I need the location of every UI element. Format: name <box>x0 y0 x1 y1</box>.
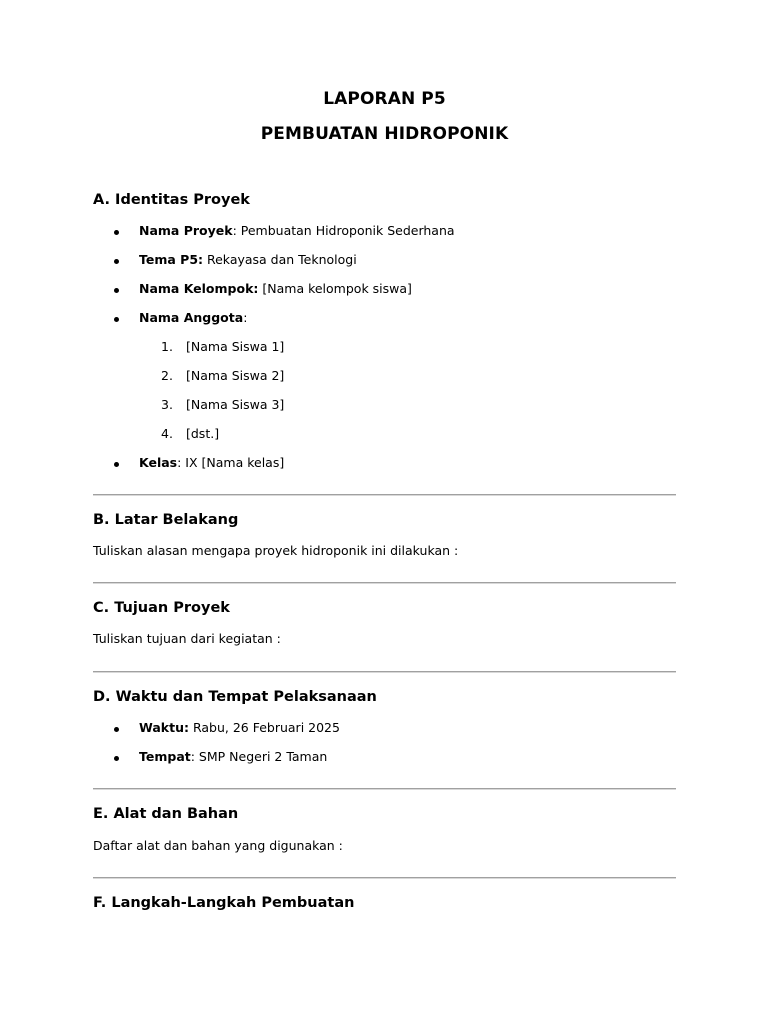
document-subtitle: PEMBUATAN HIDROPONIK <box>260 124 509 144</box>
bullet-icon <box>114 259 119 264</box>
member-name: [Nama Siswa 2] <box>186 368 285 383</box>
item-value: IX [Nama kelas] <box>181 455 285 470</box>
item-separator: : <box>232 223 237 238</box>
item-label: Nama Anggota <box>139 310 244 325</box>
member-number: 3. <box>161 397 173 412</box>
section-e-text: Daftar alat dan bahan yang digunakan : <box>93 838 343 853</box>
section-b-text: Tuliskan alasan mengapa proyek hidroponik ini dilakukan : <box>93 543 459 558</box>
section-d-heading: D. Waktu dan Tempat Pelaksanaan <box>93 689 377 705</box>
section-divider <box>93 788 676 790</box>
item-label: Waktu: <box>139 720 189 735</box>
item-label: Nama Proyek <box>139 223 233 238</box>
section-c-text: Tuliskan tujuan dari kegiatan : <box>93 631 281 646</box>
section-divider <box>93 877 676 879</box>
item-separator: : <box>177 455 182 470</box>
member-name: [Nama Siswa 3] <box>186 397 285 412</box>
section-a-heading: A. Identitas Proyek <box>93 192 250 208</box>
bullet-icon <box>114 230 119 235</box>
item-separator: : <box>190 749 195 764</box>
section-b-heading: B. Latar Belakang <box>93 512 239 528</box>
bullet-icon <box>114 756 119 761</box>
item-label: Tema P5: <box>139 252 204 267</box>
item-value: Pembuatan Hidroponik Sederhana <box>236 223 455 238</box>
item-value: Rekayasa dan Teknologi <box>203 252 357 267</box>
section-e-heading: E. Alat dan Bahan <box>93 806 239 822</box>
section-divider <box>93 494 676 496</box>
bullet-icon <box>114 288 119 293</box>
item-value: Rabu, 26 Februari 2025 <box>188 720 340 735</box>
member-number: 1. <box>161 339 173 354</box>
item-value: [Nama kelompok siswa] <box>258 281 412 296</box>
item-label: Tempat <box>139 749 191 764</box>
bullet-icon <box>114 727 119 732</box>
document-title: LAPORAN P5 <box>323 89 446 109</box>
section-c-heading: C. Tujuan Proyek <box>93 600 230 616</box>
section-divider <box>93 671 676 673</box>
item-label: Kelas <box>139 455 178 470</box>
bullet-icon <box>114 317 119 322</box>
section-f-heading: F. Langkah-Langkah Pembuatan <box>93 895 355 911</box>
item-separator: : <box>243 310 248 325</box>
item-label: Nama Kelompok: <box>139 281 259 296</box>
section-divider <box>93 582 676 584</box>
member-name: [dst.] <box>186 426 220 441</box>
member-name: [Nama Siswa 1] <box>186 339 285 354</box>
member-number: 2. <box>161 368 173 383</box>
item-value: SMP Negeri 2 Taman <box>194 749 328 764</box>
member-number: 4. <box>161 426 173 441</box>
bullet-icon <box>114 462 119 467</box>
